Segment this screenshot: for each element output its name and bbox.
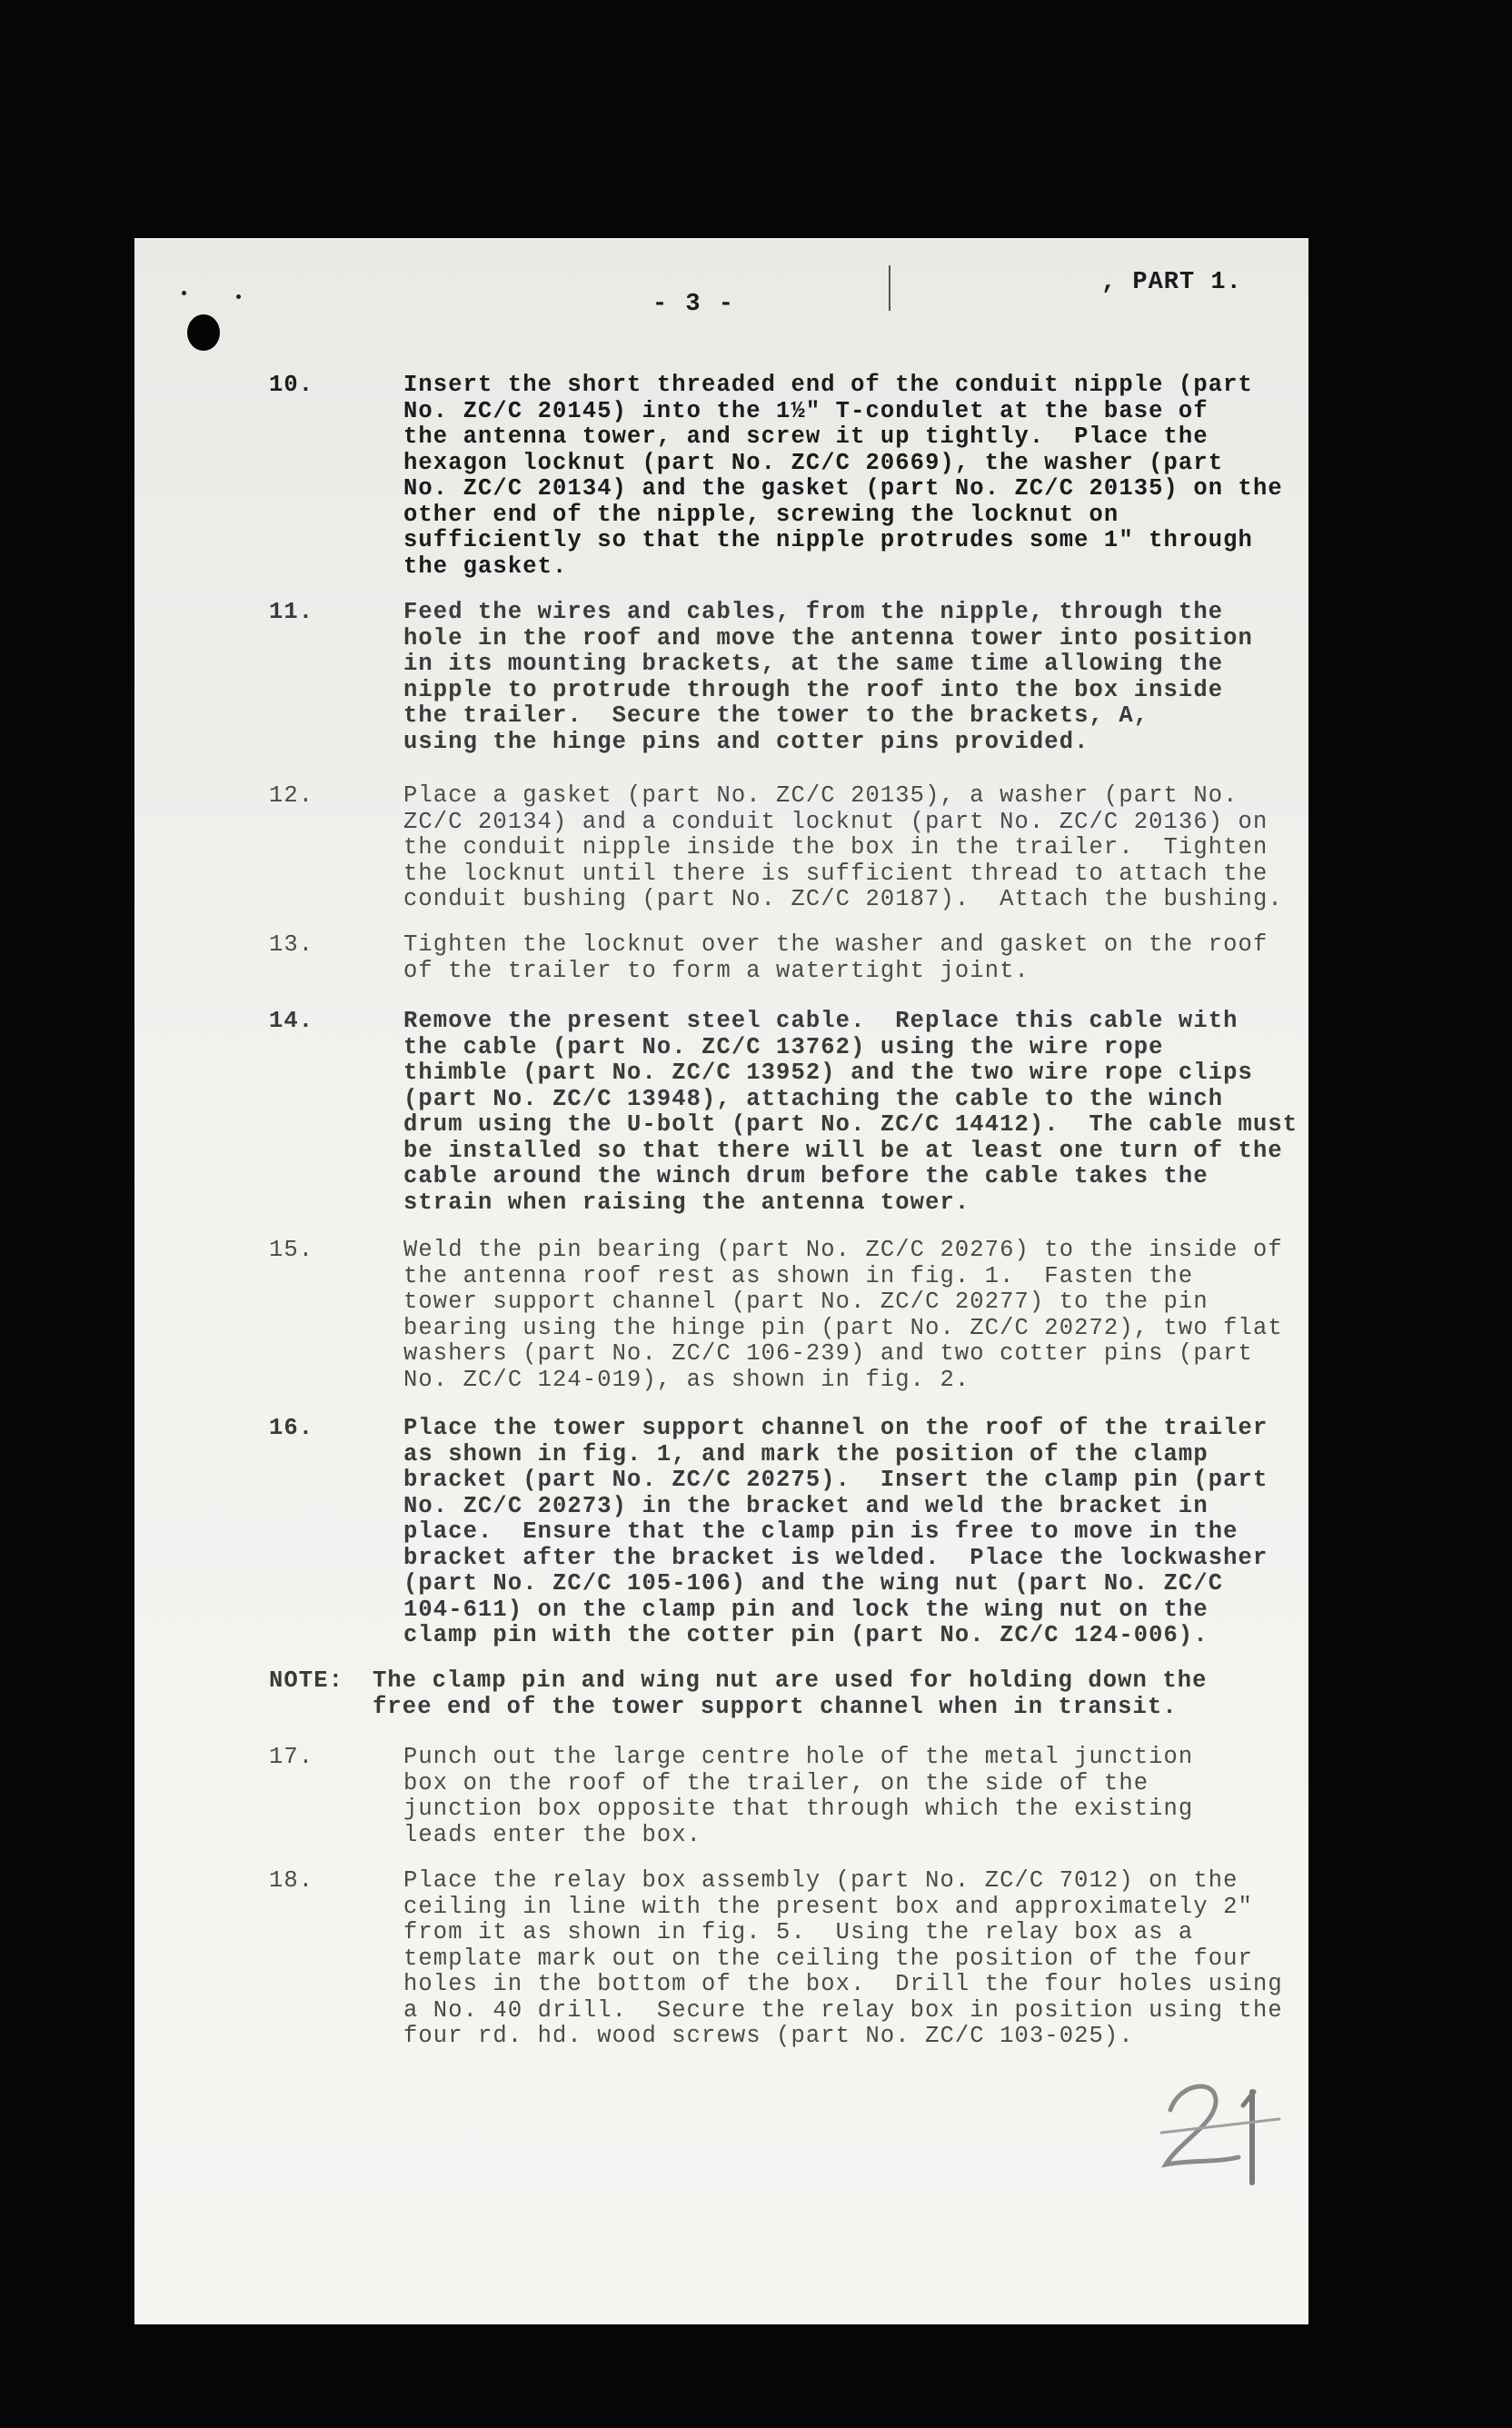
hole-punch-mark	[187, 314, 220, 351]
note-text: The clamp pin and wing nut are used for holding down the free end of the tower support channel when in transit.	[373, 1667, 1208, 1720]
page-number: - 3 -	[652, 291, 736, 318]
paragraph-text: Place the tower support channel on the roof of the trailer as shown in fig. 1, and mark the position of the clamp bracket (part No. ZC/C 20275). Insert the clamp pin (part No. ZC/C 20273) in the bracket and weld the bracket in place. Ensure that the clamp pin is free to move in the bracket after the bracket is welded. Place the lockwasher (part No. ZC/C 105-106) and the wing nut (part No. ZC/C 104-611) on the clamp pin and lock the wing nut on the clamp pin with the cotter pin (part No. ZC/C 124-006).	[403, 1415, 1268, 1648]
paragraph-text: Remove the present steel cable. Replace this cable with the cable (part No. ZC/C 13762) using the wire rope thimble (part No. ZC/C 13952) and the two wire rope clips (part No. ZC/C 13948), attaching the cable to the winch drum using the U-bolt (part No. ZC/C 14412). The cable must be installed so that there will be at least one turn of the cable around the winch drum before the cable takes the strain when raising the antenna tower.	[403, 1008, 1298, 1216]
paragraph-text: Insert the short threaded end of the conduit nipple (part No. ZC/C 20145) into the 1½" T-condulet at the base of the antenna tower, and screw it up tightly. Place the hexagon locknut (part No. ZC/C 20669), the washer (part No. ZC/C 20134) and the gasket (part No. ZC/C 20135) on the other end of the nipple, screwing the locknut on sufficiently so that the nipple protrudes some 1" through the gasket.	[403, 372, 1283, 580]
margin-mark	[889, 265, 890, 311]
speck	[236, 294, 241, 299]
handwritten-page-number	[1143, 2055, 1307, 2201]
paragraph-number: 13.	[269, 931, 314, 958]
paragraph-number: 14.	[269, 1008, 314, 1034]
paragraph-number: 10.	[269, 372, 314, 398]
paragraph-number: 12.	[269, 782, 314, 809]
paragraph-text: Punch out the large centre hole of the metal junction box on the roof of the trailer, on the side of the junction box opposite that through which the existing leads enter the box.	[403, 1744, 1194, 1848]
part-label: , PART 1.	[1101, 269, 1242, 296]
paragraph-number: 11.	[269, 599, 314, 625]
note-label: NOTE:	[269, 1667, 344, 1694]
paragraph-text: Weld the pin bearing (part No. ZC/C 20276) to the inside of the antenna roof rest as shown in fig. 1. Fasten the tower support channel (part No. ZC/C 20277) to the pin bearing using the hinge pin (part No. ZC/C 20272), two flat washers (part No. ZC/C 106-239) and two cotter pins (part No. ZC/C 124-019), as shown in fig. 2.	[403, 1237, 1283, 1393]
paragraph-number: 18.	[269, 1867, 314, 1894]
paragraph-text: Place the relay box assembly (part No. ZC/C 7012) on the ceiling in line with the present box and approximately 2" from it as shown in fig. 5. Using the relay box as a template mark out on the ceiling the position of the four holes in the bottom of the box. Drill the four holes using a No. 40 drill. Secure the relay box in position using the four rd. hd. wood screws (part No. ZC/C 103-025).	[403, 1867, 1283, 2049]
paragraph-number: 16.	[269, 1415, 314, 1441]
paragraph-number: 17.	[269, 1744, 314, 1770]
document-page	[134, 238, 1308, 2324]
paragraph-text: Feed the wires and cables, from the nipple, through the hole in the roof and move the antenna tower into position in its mounting brackets, at the same time allowing the nipple to protrude through the roof into the box inside the trailer. Secure the tower to the brackets, A, using the hinge pins and cotter pins provided.	[403, 599, 1253, 755]
paragraph-number: 15.	[269, 1237, 314, 1263]
paragraph-text: Tighten the locknut over the washer and gasket on the roof of the trailer to form a watertight joint.	[403, 931, 1268, 984]
speck	[182, 291, 186, 295]
paragraph-text: Place a gasket (part No. ZC/C 20135), a washer (part No. ZC/C 20134) and a conduit locknut (part No. ZC/C 20136) on the conduit nipple inside the box in the trailer. Tighten the locknut until there is sufficient thread to attach the conduit bushing (part No. ZC/C 20187). Attach the bushing.	[403, 782, 1283, 912]
